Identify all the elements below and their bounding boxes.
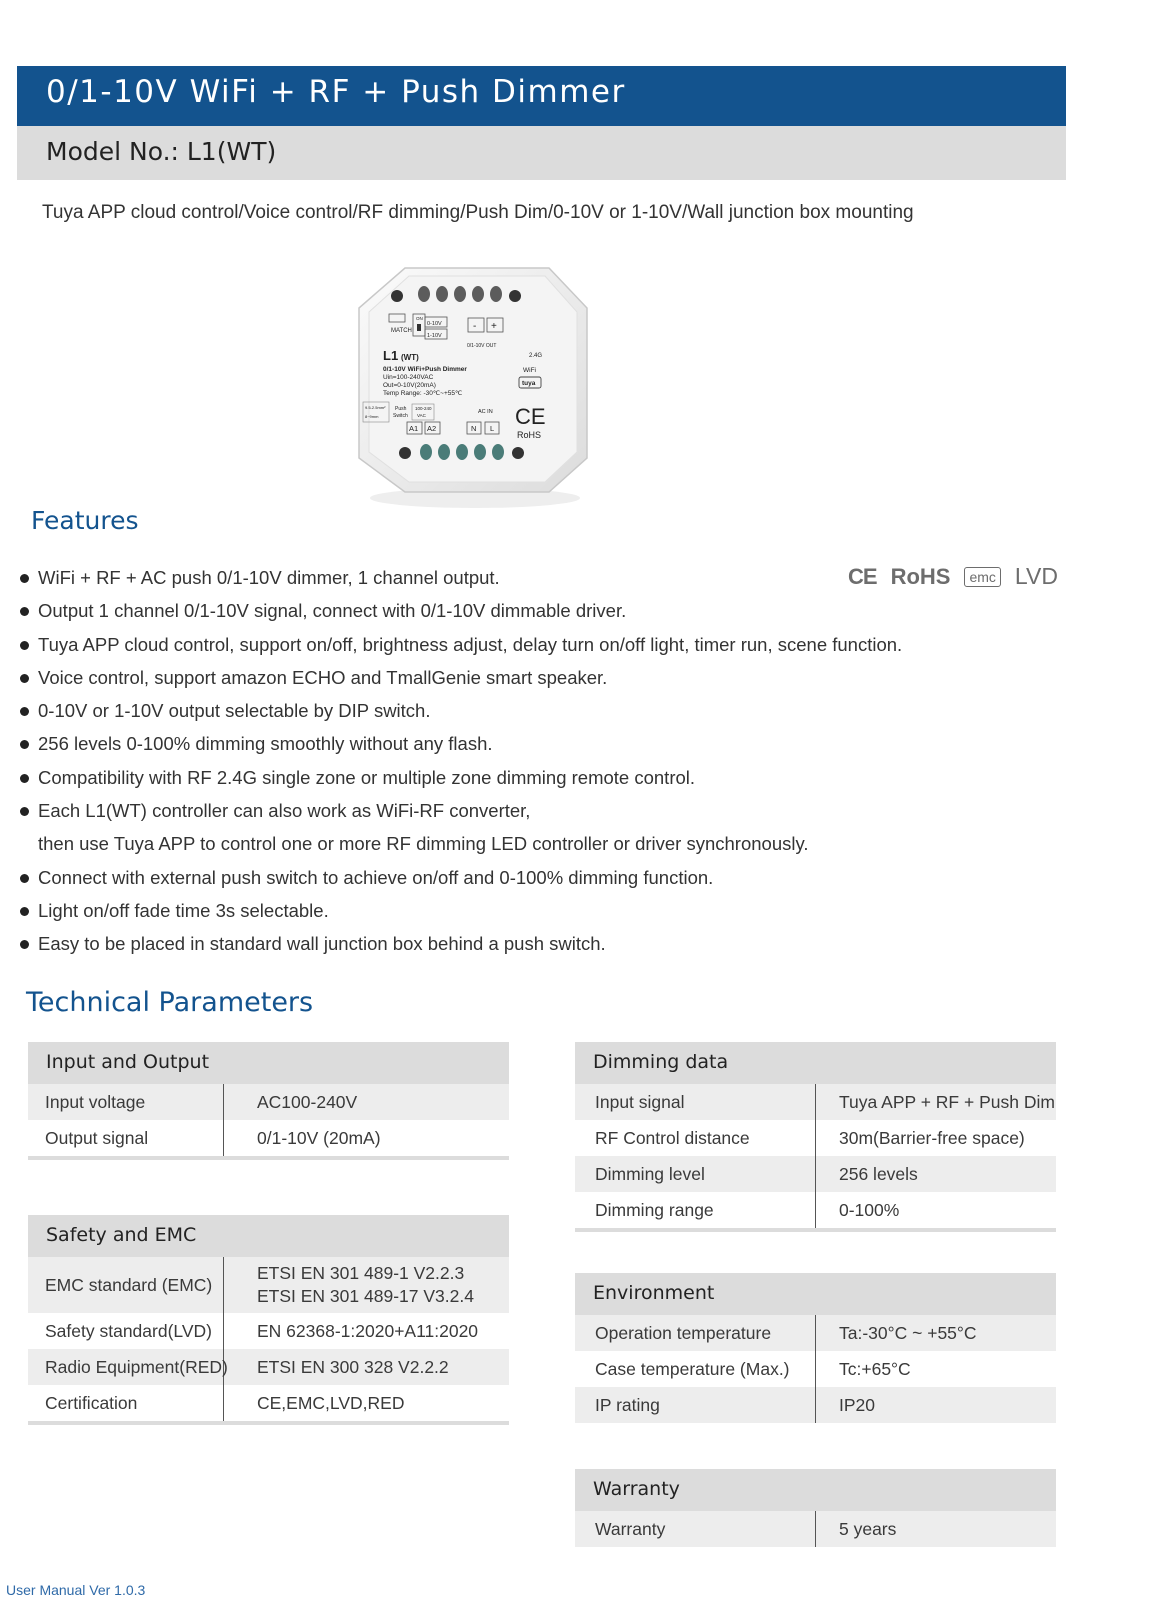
feature-item-continuation: then use Tuya APP to control one or more RF dimming LED controller or driver synchronously. (38, 833, 809, 855)
label-out-spec: Out=0-10V(20mA) (383, 382, 436, 389)
label-rohs: RoHS (517, 430, 542, 440)
tech-params-heading: Technical Parameters (26, 987, 314, 1018)
product-summary: Tuya APP cloud control/Voice control/RF dimming/Push Dim/0-10V or 1-10V/Wall junction box mounting (42, 202, 914, 223)
row-value: Tuya APP + RF + Push Dim (839, 1091, 1055, 1112)
bullet-icon (20, 707, 29, 716)
emc-logo: emc (964, 567, 1000, 587)
table-row (575, 1084, 1056, 1120)
label-vac: VAC (417, 413, 426, 418)
row-label: Input signal (575, 1084, 816, 1120)
label-ce: CE (515, 404, 546, 429)
table-safety-emc (28, 1215, 509, 1425)
label-model: L1 (383, 348, 399, 363)
label-minus: - (473, 321, 477, 332)
label-a2: A2 (427, 424, 437, 433)
row-label: Warranty (575, 1511, 816, 1547)
table-environment (575, 1273, 1056, 1423)
label-wire-a: 9.5-2.5mm² (365, 405, 386, 410)
rohs-logo: RoHS (890, 563, 951, 589)
row-value: Ta:-30°C ~ +55°C (839, 1322, 977, 1343)
table-row (575, 1156, 1056, 1192)
features-list (20, 561, 902, 961)
table-dimming-data (575, 1042, 1056, 1232)
feature-item: Connect with external push switch to achieve on/off and 0-100% dimming function. (20, 861, 902, 894)
row-label: RF Control distance (575, 1120, 816, 1156)
bullet-icon (20, 807, 29, 816)
lvd-logo: LVD (1014, 563, 1058, 589)
feature-item: 256 levels 0-100% dimming smoothly without any flash. (20, 727, 902, 760)
bullet-icon (20, 607, 29, 616)
label-l: L (490, 424, 495, 433)
label-wifi: WiFi (523, 367, 536, 374)
label-push: Push (395, 406, 407, 412)
table-rule (575, 1228, 1056, 1232)
label-uin: Uin=100-240VAC (383, 374, 434, 381)
feature-item: Compatibility with RF 2.4G single zone or multiple zone dimming remote control. (20, 761, 902, 794)
feature-item: Voice control, support amazon ECHO and TmallGenie smart speaker. (20, 661, 902, 694)
bullet-icon (20, 674, 29, 683)
row-value: 0/1-10V (20mA) (257, 1127, 381, 1148)
bullet-icon (20, 907, 29, 916)
feature-item: Each L1(WT) controller can also work as WiFi-RF converter, (20, 794, 902, 827)
row-value: 0-100% (839, 1199, 900, 1220)
row-label: Operation temperature (575, 1315, 816, 1351)
table-heading: Dimming data (575, 1042, 1056, 1084)
feature-item: 0-10V or 1-10V output selectable by DIP switch. (20, 694, 902, 727)
row-value-line: ETSI EN 301 489-1 V2.2.3 (257, 1263, 465, 1283)
bullet-icon (20, 641, 29, 650)
label-name: 0/1-10V WiFi+Push Dimmer (383, 366, 467, 373)
row-label: Dimming level (575, 1156, 816, 1192)
label-a1: A1 (409, 424, 419, 433)
table-input-output (28, 1042, 509, 1160)
table-row (28, 1385, 509, 1421)
label-out: 0/1-10V OUT (467, 343, 497, 349)
row-value: 5 years (839, 1518, 897, 1539)
label-match: MATCH (391, 328, 412, 334)
row-label: Dimming range (575, 1192, 816, 1228)
label-on: ON (416, 316, 423, 321)
table-row (575, 1120, 1056, 1156)
table-heading: Safety and EMC (28, 1215, 509, 1257)
table-heading: Environment (575, 1273, 1056, 1315)
page-title: 0/1-10V WiFi + RF + Push Dimmer (46, 74, 626, 110)
table-rule (28, 1156, 509, 1160)
label-tuya: tuya (522, 380, 536, 387)
row-value (224, 1257, 509, 1313)
label-dip-a: 0-10V (427, 321, 442, 327)
table-row (575, 1192, 1056, 1228)
table-warranty (575, 1469, 1056, 1547)
table-heading: Input and Output (28, 1042, 509, 1084)
bullet-icon (20, 740, 29, 749)
table-row (28, 1120, 509, 1156)
feature-item: Tuya APP cloud control, support on/off, brightness adjust, delay turn on/off light, timer run, scene function. (20, 628, 902, 661)
feature-item: Output 1 channel 0/1-10V signal, connect with 0/1-10V dimmable driver. (20, 594, 902, 627)
row-label: Output signal (28, 1120, 224, 1156)
label-temp: Temp Range: -30℃~+55℃ (383, 390, 463, 397)
bullet-icon (20, 574, 29, 583)
feature-item: Easy to be placed in standard wall junction box behind a push switch. (20, 927, 902, 960)
bullet-icon (20, 874, 29, 883)
manual-version: User Manual Ver 1.0.3 (6, 1582, 146, 1598)
table-row (575, 1351, 1056, 1387)
label-wire-b: 8~9mm (365, 414, 379, 419)
label-freq: 2.4G (529, 353, 543, 359)
model-number: Model No.: L1(WT) (46, 137, 277, 166)
row-label: Safety standard(LVD) (28, 1313, 224, 1349)
label-acin: AC IN (478, 409, 493, 415)
model-bar (17, 126, 1066, 180)
features-heading: Features (31, 506, 139, 535)
feature-item: WiFi + RF + AC push 0/1-10V dimmer, 1 channel output. (20, 561, 902, 594)
label-model-suffix: (WT) (401, 353, 419, 362)
label-switch: Switch (393, 413, 408, 419)
label-dip-b: 1-10V (427, 333, 442, 339)
row-value: EN 62368-1:2020+A11:2020 (257, 1320, 479, 1341)
row-value: ETSI EN 300 328 V2.2.2 (257, 1356, 449, 1377)
table-rule (28, 1421, 509, 1425)
title-bar (17, 66, 1066, 126)
row-value: 30m(Barrier-free space) (839, 1127, 1025, 1148)
row-value: CE,EMC,LVD,RED (257, 1392, 405, 1413)
row-label: IP rating (575, 1387, 816, 1423)
row-value: IP20 (839, 1394, 875, 1415)
row-label: EMC standard (EMC) (28, 1257, 224, 1313)
table-row (28, 1257, 509, 1313)
row-label: Radio Equipment(RED) (28, 1349, 224, 1385)
product-image (355, 262, 600, 512)
bullet-icon (20, 774, 29, 783)
row-value: 256 levels (839, 1163, 918, 1184)
label-plus: + (491, 321, 497, 332)
row-value: AC100-240V (257, 1091, 358, 1112)
row-value-line: ETSI EN 301 489-17 V3.2.4 (257, 1286, 474, 1306)
table-row (28, 1349, 509, 1385)
row-label: Input voltage (28, 1084, 224, 1120)
table-row (575, 1511, 1056, 1547)
row-label: Certification (28, 1385, 224, 1421)
bullet-icon (20, 940, 29, 949)
table-row (28, 1084, 509, 1120)
label-n: N (471, 424, 477, 433)
table-heading: Warranty (575, 1469, 1056, 1511)
table-row (575, 1315, 1056, 1351)
table-row (28, 1313, 509, 1349)
label-voltage: 100-240 (415, 406, 432, 411)
ce-logo: CE (848, 563, 877, 589)
row-label: Case temperature (Max.) (575, 1351, 816, 1387)
feature-item: Light on/off fade time 3s selectable. (20, 894, 902, 927)
table-row (575, 1387, 1056, 1423)
row-value: Tc:+65°C (839, 1358, 911, 1379)
